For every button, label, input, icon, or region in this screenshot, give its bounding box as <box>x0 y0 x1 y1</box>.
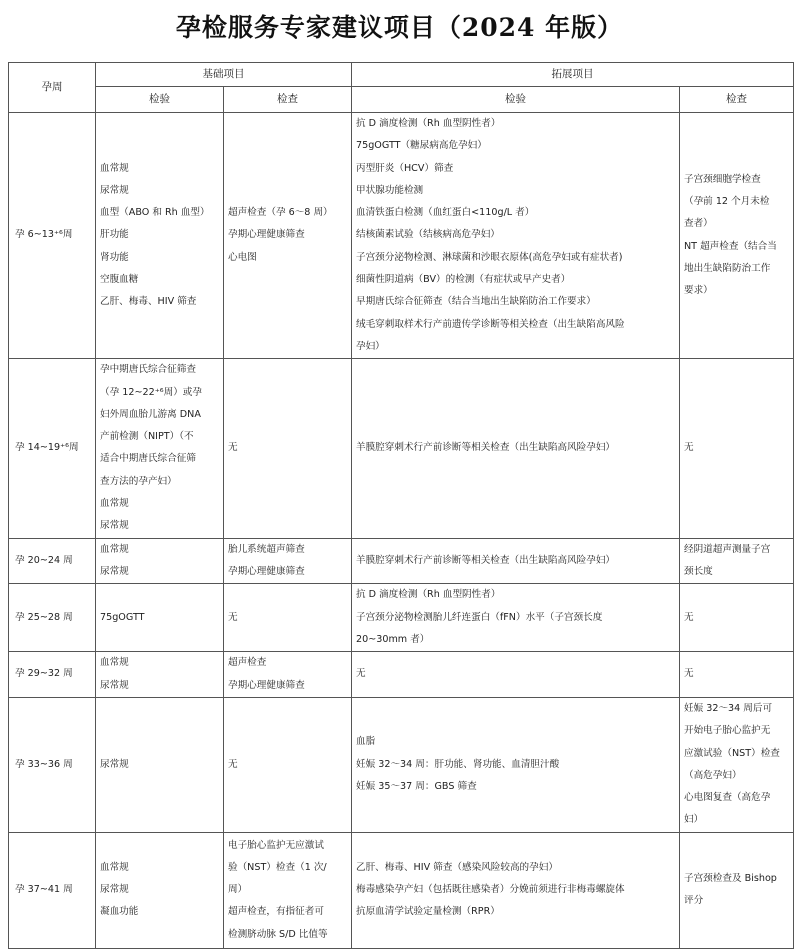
extended-exam-cell <box>680 538 794 584</box>
cell-line: 妊娠 32～34 周：肝功能、肾功能、血清胆汁酸 <box>356 758 560 770</box>
cell-line: 甲状腺功能检测 <box>356 184 424 196</box>
cell-line: 20~30mm 者） <box>356 633 430 645</box>
cell-line: 血型（ABO 和 Rh 血型） <box>100 207 210 219</box>
cell-line: 查者） <box>684 218 713 230</box>
cell-line: 尿常规 <box>100 758 129 770</box>
cell-line: 孕中期唐氏综合征筛查 <box>100 364 196 376</box>
cell-line: 空腹血糖 <box>100 274 139 286</box>
table-row <box>9 697 794 832</box>
cell-line: 75gOGTT（糖尿病高危孕妇） <box>356 140 487 152</box>
cell-line: 血脂 <box>356 736 376 748</box>
extended-lab-cell <box>352 652 680 698</box>
cell-line: （孕前 12 个月未检 <box>684 196 770 208</box>
extended-lab-cell <box>352 359 680 538</box>
cell-line: 孕期心理健康筛查 <box>228 565 305 577</box>
cell-line: 无 <box>684 442 694 454</box>
cell-line: 抗原血清学试验定量检测（RPR） <box>356 906 500 918</box>
cell-line: 超声检查，有指征者可 <box>228 906 324 918</box>
cell-line: 75gOGTT <box>100 611 145 623</box>
table-row <box>9 113 794 359</box>
basic-exam-cell <box>224 359 352 538</box>
cell-line: 尿常规 <box>100 679 129 691</box>
cell-line: 早期唐氏综合征筛查（结合当地出生缺陷防治工作要求） <box>356 296 596 308</box>
extended-exam-cell <box>680 359 794 538</box>
cell-line: 经阴道超声测量子宫 <box>684 543 771 555</box>
cell-line: 抗 D 滴度检测（Rh 血型阴性者） <box>356 589 501 601</box>
cell-line: （高危孕妇） <box>684 769 742 781</box>
cell-line: 无 <box>684 668 694 680</box>
cell-line: 妇） <box>684 814 704 826</box>
week-cell: 孕 33~36 周 <box>9 697 96 832</box>
cell-line: 抗 D 滴度检测（Rh 血型阴性者） <box>356 118 501 129</box>
cell-line: 尿常规 <box>100 520 129 532</box>
cell-line: 血清铁蛋白检测（血红蛋白<110g/L 者） <box>356 207 535 219</box>
cell-line: 无 <box>228 611 238 623</box>
cell-line: 无 <box>356 668 366 680</box>
extended-exam-cell <box>680 584 794 652</box>
cell-line: 血常规 <box>100 657 129 669</box>
extended-exam-cell <box>680 697 794 832</box>
table-row <box>9 359 794 538</box>
cell-line: 结核菌素试验（结核病高危孕妇） <box>356 229 500 241</box>
cell-line: （孕 12~22⁺⁶周）或孕 <box>100 386 202 398</box>
cell-line: 子宫颈分泌物检测、淋球菌和沙眼衣原体(高危孕妇或有症状者) <box>356 251 623 263</box>
cell-line: 电子胎心监护无应激试 <box>228 839 324 851</box>
cell-line: 妇外周血胎儿游离 DNA <box>100 408 201 420</box>
cell-line: 超声检查 <box>228 657 267 669</box>
cell-line: 无 <box>228 758 238 770</box>
cell-line: 查方法的孕产妇） <box>100 475 177 487</box>
cell-line: 梅毒感染孕产妇（包括既往感染者）分娩前须进行非梅毒螺旋体 <box>356 884 625 896</box>
extended-exam-cell <box>680 832 794 948</box>
basic-lab-header: 检验 <box>96 87 224 113</box>
extended-lab-cell <box>352 832 680 948</box>
cell-line: 血常规 <box>100 543 129 555</box>
cell-line: 尿常规 <box>100 565 129 577</box>
cell-line: 孕妇） <box>356 340 385 352</box>
cell-line: 颈长度 <box>684 565 713 577</box>
week-cell: 孕 29~32 周 <box>9 652 96 698</box>
basic-exam-cell <box>224 584 352 652</box>
cell-line: 尿常规 <box>100 184 129 196</box>
cell-line: 凝血功能 <box>100 906 139 918</box>
cell-line: 肝功能 <box>100 229 129 241</box>
cell-line: 验（NST）检查（1 次/ <box>228 861 327 873</box>
cell-line: 适合中期唐氏综合征筛 <box>100 453 196 465</box>
cell-line: 周） <box>228 884 248 896</box>
week-cell: 孕 14~19⁺⁶周 <box>9 359 96 538</box>
week-cell: 孕 25~28 周 <box>9 584 96 652</box>
basic-exam-cell <box>224 697 352 832</box>
basic-lab-cell <box>96 652 224 698</box>
cell-line: 血常规 <box>100 162 129 174</box>
basic-lab-cell <box>96 113 224 359</box>
extended-lab-header: 检验 <box>352 87 680 113</box>
cell-line: 要求） <box>684 285 713 297</box>
cell-line: 评分 <box>684 895 704 907</box>
basic-items-header: 基础项目 <box>96 63 352 87</box>
basic-lab-cell <box>96 832 224 948</box>
cell-line: 孕期心理健康筛查 <box>228 679 305 691</box>
table-row <box>9 652 794 698</box>
cell-line: 乙肝、梅毒、HIV 筛查 <box>100 296 197 308</box>
extended-items-header: 拓展项目 <box>352 63 794 87</box>
cell-line: 丙型肝炎（HCV）筛查 <box>356 162 454 174</box>
extended-lab-cell <box>352 584 680 652</box>
extended-exam-cell <box>680 652 794 698</box>
cell-line: 无 <box>684 611 694 623</box>
cell-line: 孕期心理健康筛查 <box>228 229 305 241</box>
cell-line: 妊娠 35～37 周：GBS 筛查 <box>356 780 477 792</box>
basic-lab-cell <box>96 697 224 832</box>
cell-line: 羊膜腔穿刺术行产前诊断等相关检查（出生缺陷高风险孕妇） <box>356 554 616 566</box>
cell-line: 开始电子胎心监护无 <box>684 725 771 737</box>
cell-line: 胎儿系统超声筛查 <box>228 543 305 555</box>
cell-line: 心电图复查（高危孕 <box>684 792 771 804</box>
cell-line: 子宫颈细胞学检查 <box>684 173 761 185</box>
table-row <box>9 584 794 652</box>
table-row <box>9 538 794 584</box>
week-header: 孕周 <box>9 63 96 113</box>
extended-lab-cell <box>352 538 680 584</box>
basic-lab-cell <box>96 584 224 652</box>
basic-exam-header: 检查 <box>224 87 352 113</box>
cell-line: 绒毛穿刺取样术行产前遗传学诊断等相关检查（出生缺陷高风险 <box>356 318 625 330</box>
cell-line: 产前检测（NIPT）（不 <box>100 431 194 443</box>
checkup-table <box>8 62 794 949</box>
cell-line: 检测脐动脉 S/D 比值等 <box>228 928 328 940</box>
basic-exam-cell <box>224 113 352 359</box>
cell-line: 应激试验（NST）检查 <box>684 747 780 759</box>
cell-line: 无 <box>228 442 238 454</box>
cell-line: 心电图 <box>228 251 257 263</box>
cell-line: 肾功能 <box>100 251 129 263</box>
extended-exam-header: 检查 <box>680 87 794 113</box>
week-cell: 孕 20~24 周 <box>9 538 96 584</box>
cell-line: 尿常规 <box>100 884 129 896</box>
basic-lab-cell <box>96 538 224 584</box>
table-row <box>9 832 794 948</box>
cell-line: 子宫颈检查及 Bishop <box>684 873 777 885</box>
cell-line: 血常规 <box>100 861 129 873</box>
cell-line: 羊膜腔穿刺术行产前诊断等相关检查（出生缺陷高风险孕妇） <box>356 442 616 454</box>
extended-lab-cell <box>352 113 680 359</box>
basic-exam-cell <box>224 832 352 948</box>
basic-exam-cell <box>224 538 352 584</box>
week-cell: 孕 37~41 周 <box>9 832 96 948</box>
cell-line: 子宫颈分泌物检测胎儿纤连蛋白（fFN）水平（子宫颈长度 <box>356 611 603 623</box>
cell-line: 妊娠 32～34 周后可 <box>684 702 773 714</box>
cell-line: 细菌性阴道病（BV）的检测（有症状或早产史者） <box>356 274 571 286</box>
basic-exam-cell <box>224 652 352 698</box>
basic-lab-cell <box>96 359 224 538</box>
cell-line: NT 超声检查（结合当 <box>684 240 777 252</box>
cell-line: 血常规 <box>100 498 129 510</box>
page-title: 孕检服务专家建议项目（2024 年版） <box>175 13 624 42</box>
cell-line: 乙肝、梅毒、HIV 筛查（感染风险较高的孕妇） <box>356 861 558 873</box>
cell-line: 地出生缺陷防治工作 <box>684 262 771 274</box>
cell-line: 超声检查（孕 6～8 周） <box>228 207 333 219</box>
extended-lab-cell <box>352 697 680 832</box>
week-cell: 孕 6~13⁺⁶周 <box>9 113 96 359</box>
extended-exam-cell <box>680 113 794 359</box>
